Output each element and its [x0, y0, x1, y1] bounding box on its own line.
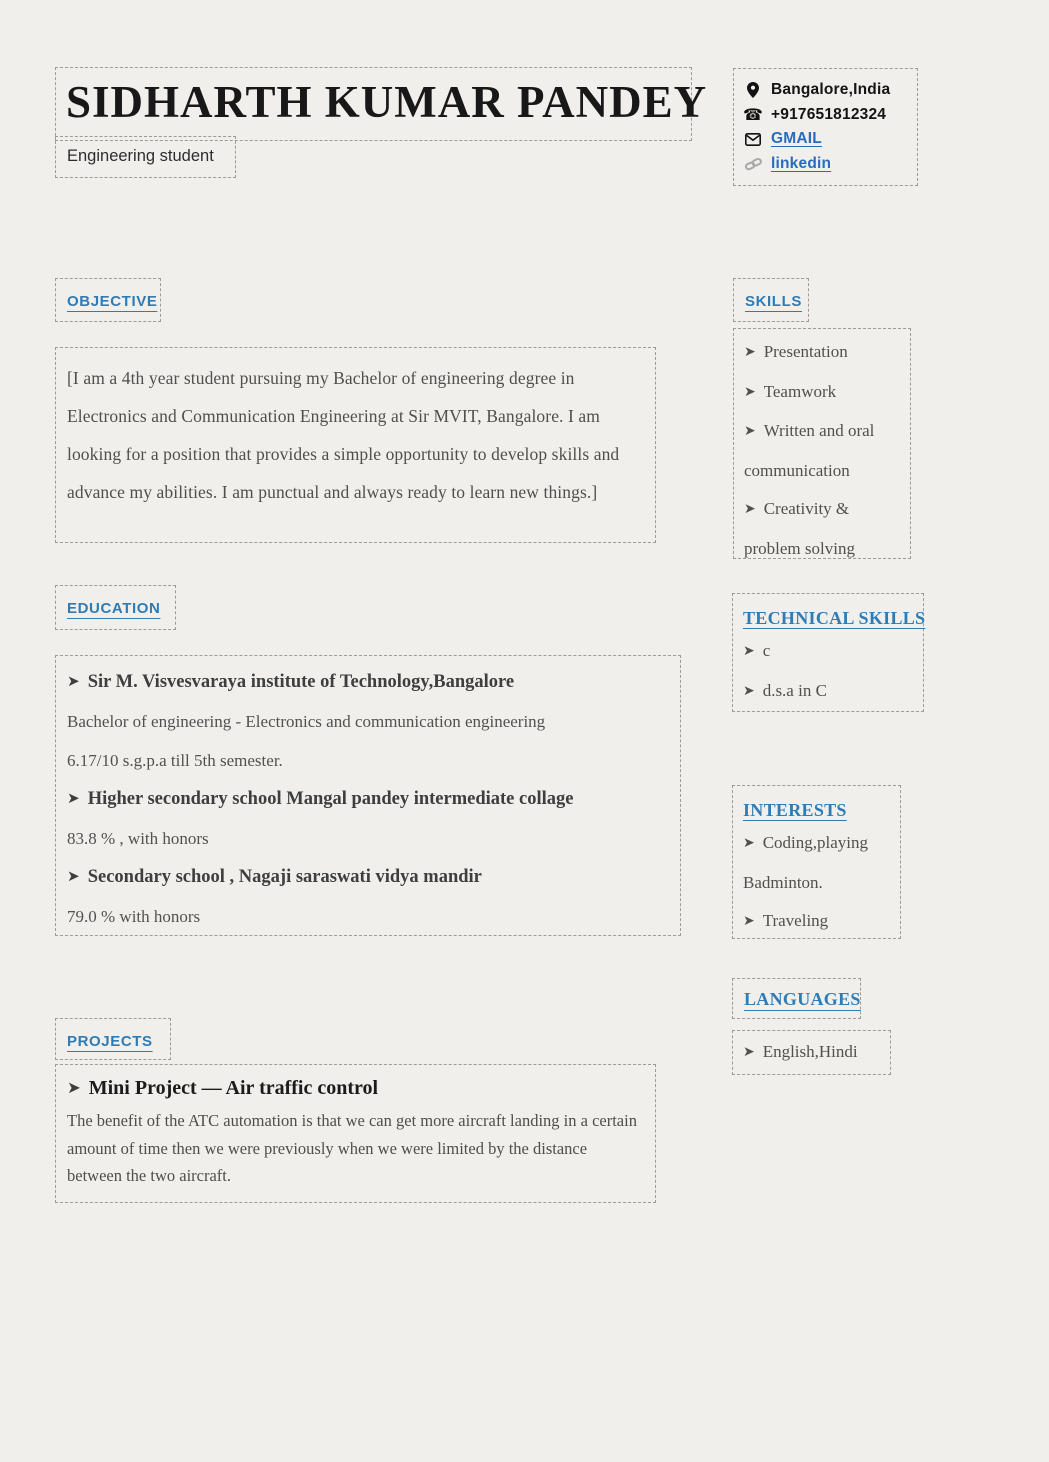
- interests-title: INTERESTS: [743, 800, 847, 820]
- arrow-bullet-icon: ➤: [67, 789, 80, 807]
- education-entry-detail: 79.0 % with honors: [67, 907, 201, 926]
- education-entry-school: [67, 858, 670, 897]
- technical-skill-item: [743, 672, 915, 712]
- technical-skills-title: TECHNICAL SKILLS: [743, 608, 926, 628]
- skill-item: [744, 412, 902, 490]
- language-label: English,Hindi: [762, 1042, 858, 1061]
- technical-skills-field[interactable]: [732, 593, 924, 712]
- projects-title: PROJECTS: [67, 1033, 153, 1050]
- interests-field[interactable]: [732, 785, 901, 939]
- phone-icon: ☎: [743, 104, 763, 124]
- arrow-bullet-icon: ➤: [744, 383, 756, 400]
- gmail-link[interactable]: GMAIL: [771, 130, 822, 148]
- education-entry-school: [67, 780, 670, 819]
- education-entry-school: [67, 663, 670, 702]
- education-body-field[interactable]: [55, 655, 681, 936]
- contact-linkedin-row: [744, 152, 917, 177]
- arrow-bullet-icon: ➤: [744, 423, 756, 439]
- contact-phone-text: +917651812324: [771, 105, 887, 123]
- arrow-bullet-icon: ➤: [67, 867, 80, 885]
- arrow-bullet-icon: ➤: [743, 1044, 755, 1060]
- skills-body-field[interactable]: [733, 328, 911, 559]
- objective-text: [I am a 4th year student pursuing my Bachelor of engineering degree in Electronics and Communication Engineering at Sir MVIT, Bangalore. I am looking for a position that provides a simple opportunity to develop skills and advance my abilities. I am punctual and always ready to learn new things.]: [67, 368, 620, 502]
- project-name: Mini Project — Air traffic control: [88, 1077, 379, 1099]
- languages-header-field[interactable]: [732, 978, 861, 1019]
- arrow-bullet-icon: ➤: [743, 835, 755, 851]
- language-item: [743, 1033, 882, 1073]
- arrow-bullet-icon: ➤: [743, 682, 755, 699]
- chain-link-icon: [744, 157, 762, 171]
- skills-header-field[interactable]: [733, 278, 809, 322]
- arrow-bullet-icon: ➤: [743, 913, 755, 929]
- education-header-field[interactable]: [55, 585, 176, 630]
- languages-body-field[interactable]: [732, 1030, 891, 1075]
- objective-header-field[interactable]: [55, 278, 161, 322]
- skills-title: SKILLS: [745, 293, 802, 310]
- education-entry-detail: 6.17/10 s.g.p.a till 5th semester.: [67, 751, 283, 770]
- skill-item: [744, 373, 902, 413]
- skill-label: Presentation: [763, 342, 848, 361]
- job-title: Engineering student: [67, 147, 214, 165]
- contact-phone-row: [744, 103, 917, 128]
- contact-location-text: Bangalore,India: [771, 81, 891, 99]
- contact-location-row: [744, 78, 917, 103]
- interest-label: Traveling: [762, 911, 829, 930]
- arrow-bullet-icon: ➤: [67, 1078, 81, 1097]
- project-description: The benefit of the ATC automation is that we can get more aircraft landing in a certain amount of time then we were previously when we were limited by the distance between the two aircraft.: [67, 1111, 637, 1185]
- name-field[interactable]: [55, 67, 708, 141]
- school-name: Sir M. Visvesvaraya institute of Technology,Bangalore: [87, 672, 515, 692]
- interest-item: [743, 902, 892, 942]
- location-pin-icon: [744, 82, 762, 98]
- technical-skill-label: c: [762, 641, 771, 660]
- projects-header-field[interactable]: [55, 1018, 171, 1060]
- school-name: Higher secondary school Mangal pandey intermediate collage: [87, 789, 574, 809]
- projects-body-field[interactable]: [55, 1064, 656, 1203]
- skill-item: [744, 490, 902, 568]
- email-envelope-icon: [744, 133, 762, 146]
- school-name: Secondary school , Nagaji saraswati vidya mandir: [87, 867, 482, 887]
- skill-label: Written and oral communication: [744, 421, 875, 480]
- education-entry-detail: Bachelor of engineering - Electronics and communication engineering: [67, 712, 546, 731]
- skill-item: [744, 333, 902, 373]
- interest-item: [743, 824, 892, 902]
- languages-title: LANGUAGES: [744, 989, 861, 1009]
- objective-title: OBJECTIVE: [67, 293, 158, 310]
- education-title: EDUCATION: [67, 600, 161, 617]
- linkedin-link[interactable]: linkedin: [771, 154, 832, 172]
- arrow-bullet-icon: ➤: [67, 672, 80, 690]
- skill-label: Teamwork: [763, 381, 837, 401]
- contact-field[interactable]: [733, 68, 918, 186]
- person-name: SIDHARTH KUMAR PANDEY: [66, 77, 708, 127]
- technical-skill-label: d.s.a in C: [762, 680, 827, 700]
- arrow-bullet-icon: ➤: [744, 501, 756, 517]
- education-entry-detail: 83.8 % , with honors: [67, 829, 209, 848]
- project-entry-title: [67, 1077, 643, 1100]
- arrow-bullet-icon: ➤: [744, 344, 756, 360]
- contact-email-row: [744, 127, 917, 152]
- job-title-field[interactable]: [55, 136, 236, 178]
- objective-body-field[interactable]: [55, 347, 656, 543]
- arrow-bullet-icon: ➤: [743, 643, 755, 659]
- skill-label: Creativity & problem solving: [744, 499, 855, 558]
- technical-skill-item: [743, 632, 915, 672]
- interest-label: Coding,playing Badminton.: [743, 833, 868, 892]
